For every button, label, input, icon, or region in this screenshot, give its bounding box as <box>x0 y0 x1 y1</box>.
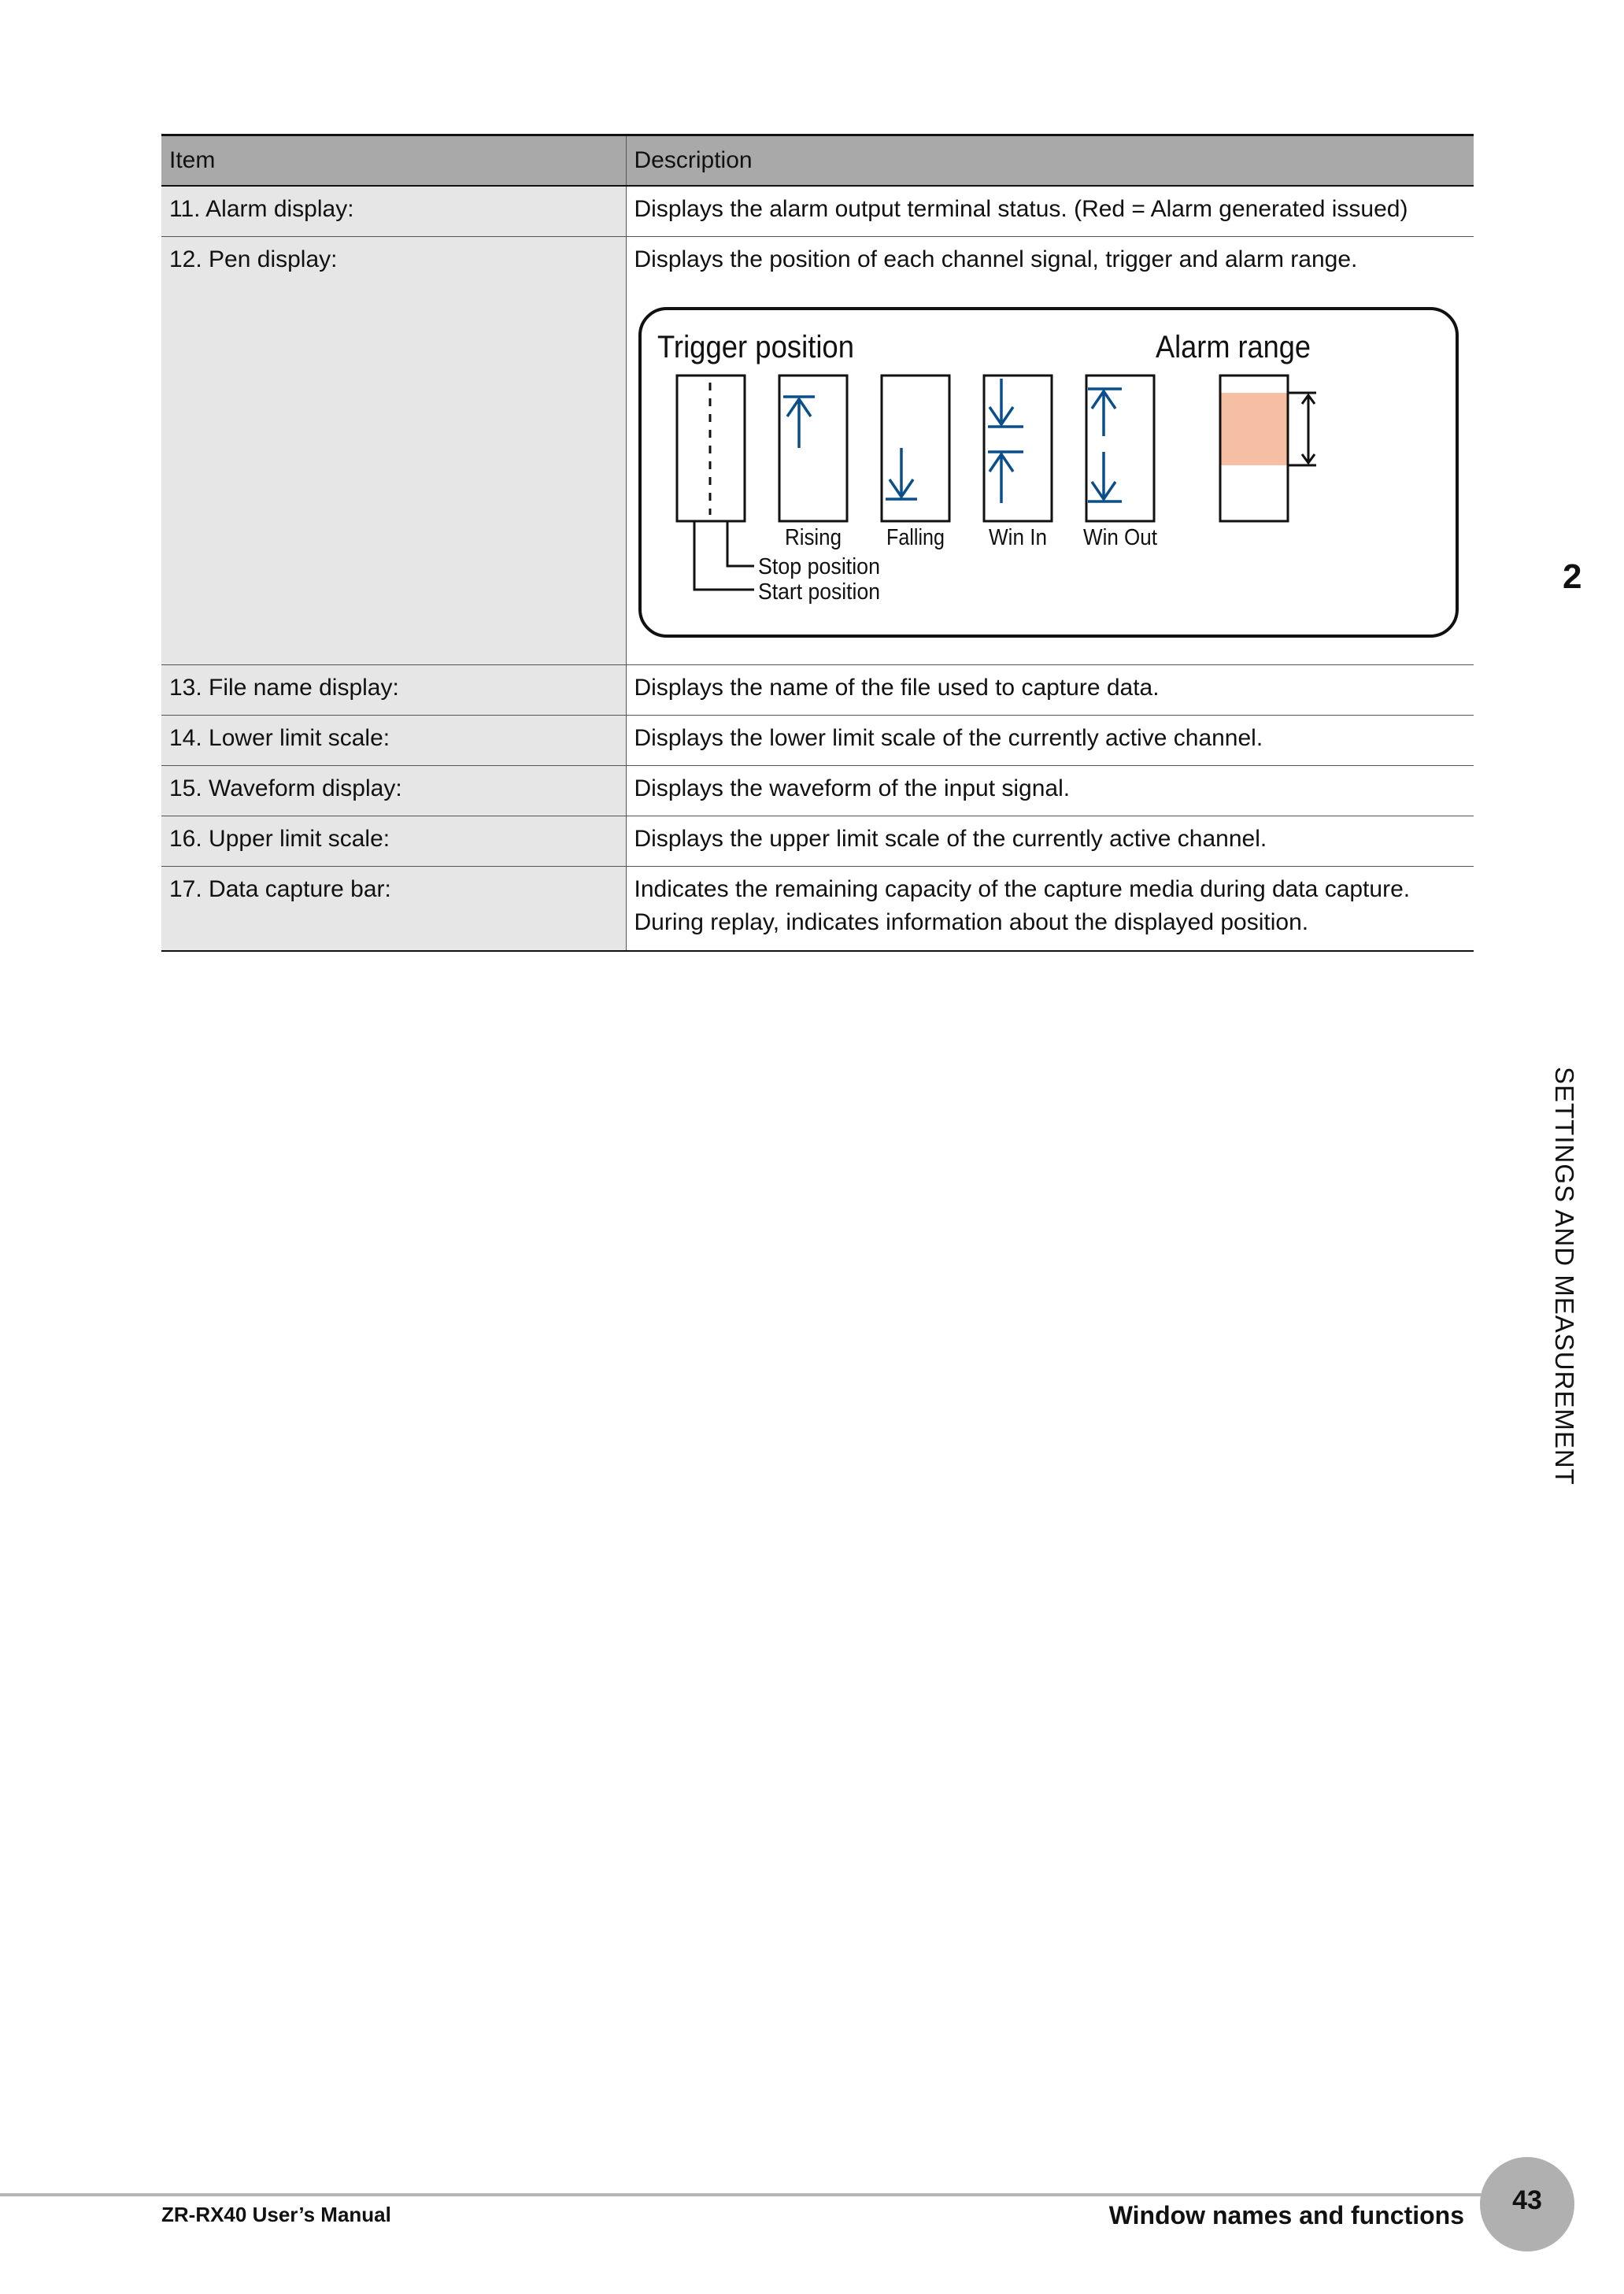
item-cell: 15. Waveform display: <box>161 766 626 816</box>
rising-label: Rising <box>784 525 842 550</box>
description-cell: Displays the lower limit scale of the currently active channel. <box>626 716 1474 766</box>
win-out-label: Win Out <box>1082 525 1157 550</box>
header-item: Item <box>161 135 626 187</box>
item-cell: 14. Lower limit scale: <box>161 716 626 766</box>
table-row <box>161 867 1474 952</box>
trigger-position-title: Trigger position <box>657 330 854 364</box>
page-number-badge <box>1480 2157 1574 2251</box>
description-cell: Displays the upper limit scale of the currently active channel. <box>626 816 1474 867</box>
table-row <box>161 237 1474 665</box>
footer-divider <box>0 2193 1535 2196</box>
table-row <box>161 766 1474 816</box>
start-position-label: Start position <box>757 579 880 605</box>
footer-section-title: Window names and functions <box>1108 2201 1464 2229</box>
chapter-title: SETTINGS AND MEASUREMENT <box>1550 1067 1579 1486</box>
description-cell <box>626 237 1474 665</box>
stop-position-label: Stop position <box>757 554 880 579</box>
item-cell: 16. Upper limit scale: <box>161 816 626 867</box>
page-number: 43 <box>1512 2185 1542 2215</box>
pen-display-diagram <box>638 306 1460 641</box>
chapter-number: 2 <box>1563 557 1582 596</box>
item-cell: 17. Data capture bar: <box>161 867 626 952</box>
description-cell: Displays the alarm output terminal status. (Red = Alarm generated issued) <box>626 186 1474 237</box>
description-cell <box>626 867 1474 952</box>
description-cell: Displays the name of the file used to capture data. <box>626 665 1474 716</box>
item-cell: 11. Alarm display: <box>161 186 626 237</box>
header-description: Description <box>626 135 1474 187</box>
description-line: Indicates the remaining capacity of the capture media during data capture. <box>634 876 1411 902</box>
item-cell: 12. Pen display: <box>161 237 626 665</box>
win-in-label: Win In <box>988 525 1047 550</box>
table-row <box>161 665 1474 716</box>
description-text: Displays the position of each channel signal, trigger and alarm range. <box>634 246 1358 272</box>
item-description-table <box>161 134 1474 952</box>
description-line: During replay, indicates information about the displayed position. <box>634 909 1309 935</box>
alarm-range-title: Alarm range <box>1155 330 1311 364</box>
footer-manual-title: ZR-RX40 User’s Manual <box>161 2203 391 2226</box>
table-header-row <box>161 135 1474 187</box>
description-cell: Displays the waveform of the input signal. <box>626 766 1474 816</box>
table-row <box>161 186 1474 237</box>
table-row <box>161 716 1474 766</box>
table-row <box>161 816 1474 867</box>
falling-label: Falling <box>886 525 945 550</box>
item-cell: 13. File name display: <box>161 665 626 716</box>
alarm-range-fill <box>1220 393 1288 465</box>
